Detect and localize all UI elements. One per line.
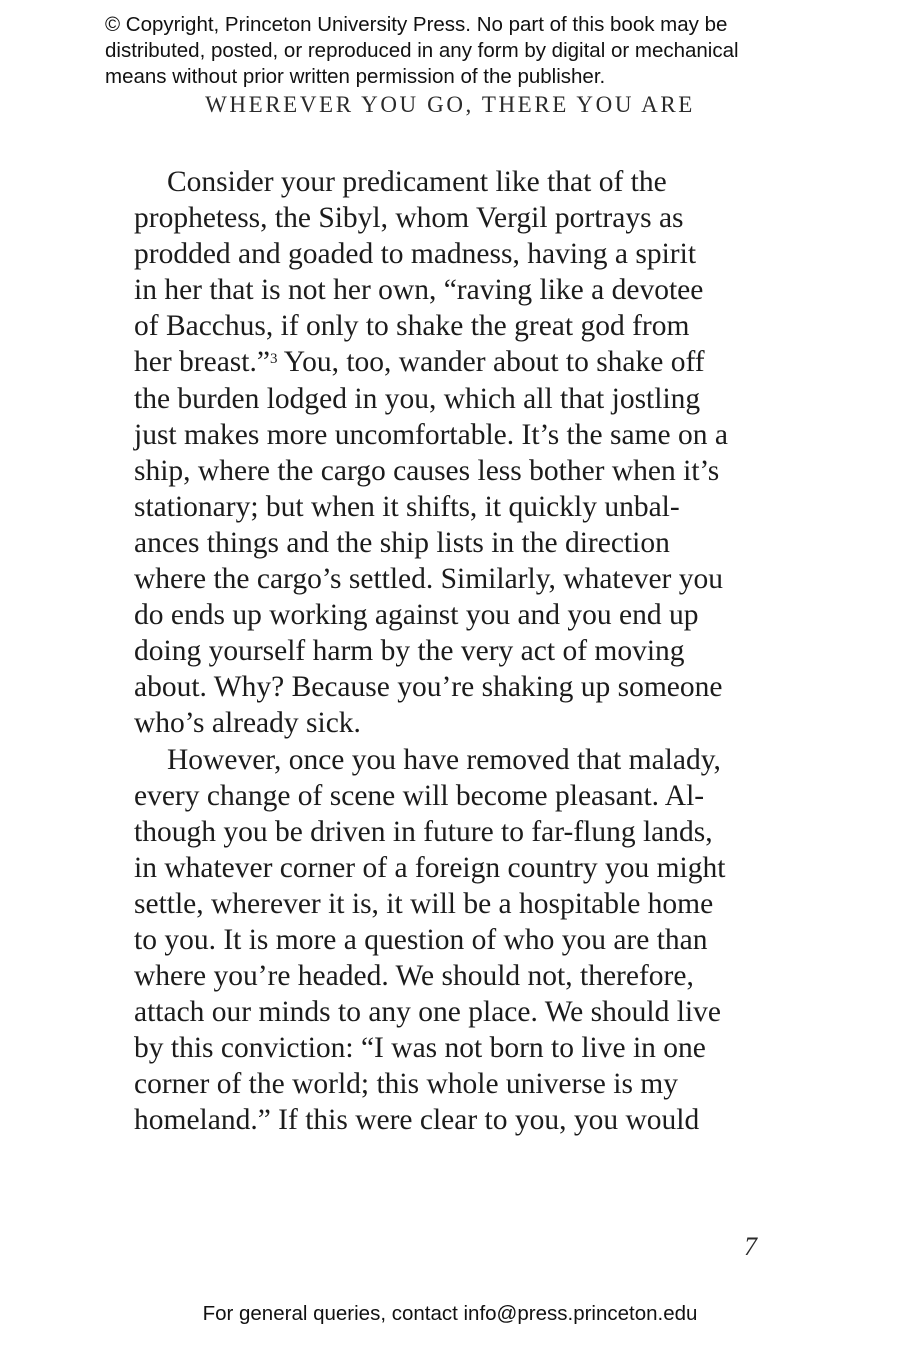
text-segment: You, too, wander about to shake off (277, 346, 705, 379)
page-number: 7 (744, 1232, 757, 1261)
text-line: the burden lodged in you, which all that jostling (134, 382, 701, 415)
text-line: every change of scene will become pleasant. Al- (134, 779, 705, 812)
text-line: do ends up working against you and you end up (134, 599, 699, 632)
text-line: Consider your predicament like that of the (167, 166, 667, 198)
copyright-notice (105, 12, 865, 90)
copyright-line: distributed, posted, or reproduced in any form by digital or mechanical (105, 39, 739, 62)
text-line: prodded and goaded to madness, having a spirit (134, 238, 697, 271)
text-line: settle, wherever it is, it will be a hospitable home (134, 887, 714, 920)
text-line: about. Why? Because you’re shaking up someone (134, 671, 723, 704)
text-line: doing yourself harm by the very act of moving (134, 635, 685, 668)
running-head: WHEREVER YOU GO, THERE YOU ARE (205, 92, 695, 117)
text-segment: her breast.” (134, 346, 270, 379)
footnote-reference: 3 (269, 351, 278, 368)
text-line: However, once you have removed that malady, (167, 743, 721, 776)
footer-contact-note: For general queries, contact info@press.princeton.edu (202, 1302, 698, 1325)
text-line: just makes more uncomfortable. It’s the same on a (134, 418, 728, 451)
text-line: corner of the world; this whole universe is my (134, 1068, 678, 1101)
text-line (134, 344, 774, 380)
text-line: where you’re headed. We should not, therefore, (134, 960, 694, 993)
text-line: in her that is not her own, “raving like a devotee (134, 274, 704, 307)
body-text (134, 164, 774, 1139)
text-line: prophetess, the Sibyl, whom Vergil portrays as (134, 202, 684, 235)
text-line: attach our minds to any one place. We should live (134, 996, 721, 1029)
copyright-line: means without prior written permission of the publisher. (105, 65, 606, 88)
text-line: ances things and the ship lists in the direction (134, 526, 670, 559)
text-line: ship, where the cargo causes less bother when it’s (134, 454, 720, 487)
text-line: homeland.” If this were clear to you, you would (134, 1104, 700, 1137)
text-line: in whatever corner of a foreign country you might (134, 851, 726, 884)
text-line: stationary; but when it shifts, it quickly unbal- (134, 490, 680, 523)
text-line: who’s already sick. (134, 707, 361, 740)
text-line: of Bacchus, if only to shake the great god from (134, 310, 690, 343)
text-line: by this conviction: “I was not born to live in one (134, 1032, 706, 1065)
copyright-line: © Copyright, Princeton University Press. No part of this book may be (105, 13, 728, 36)
text-line: to you. It is more a question of who you are than (134, 923, 708, 956)
paragraph-1 (134, 164, 774, 742)
paragraph-2 (134, 742, 774, 1139)
text-line: where the cargo’s settled. Similarly, whatever you (134, 563, 724, 596)
text-line: though you be driven in future to far-flung lands, (134, 815, 713, 848)
